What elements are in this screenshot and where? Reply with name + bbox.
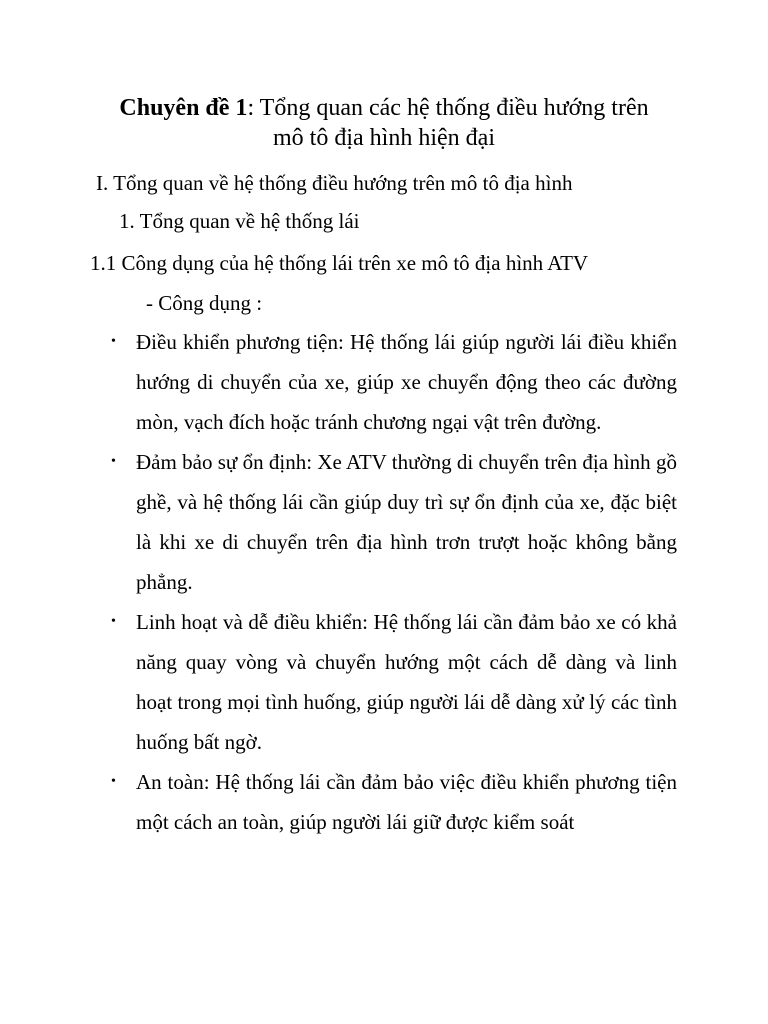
heading-subsection-1: 1. Tổng quan về hệ thống lái [119,209,360,233]
title-line2: mô tô địa hình hiện đại [273,125,495,151]
bullet-item-flexibility [111,602,677,762]
document-title [60,93,708,153]
bullet-marker: • [111,454,116,469]
bullet-text: Điều khiển phương tiện: Hệ thống lái giúp người lái điều khiển hướng di chuyển của xe, giúp xe chuyển động theo các đường mòn, vạch đích hoặc tránh chương ngại vật trên đường. [136,330,677,434]
bullet-item-safety [111,762,677,842]
heading-section-i: I. Tổng quan về hệ thống điều hướng trên mô tô địa hình [96,171,573,195]
bullet-item-steering-control [111,322,677,442]
bullet-text: An toàn: Hệ thống lái cần đảm bảo việc điều khiển phương tiện một cách an toàn, giúp người lái giữ được kiểm soát [136,770,677,834]
bullet-marker: • [111,614,116,629]
bullet-text: Đảm bảo sự ổn định: Xe ATV thường di chuyển trên địa hình gồ ghề, và hệ thống lái cần giúp duy trì sự ổn định của xe, đặc biệt là khi xe di chuyển trên địa hình trơn trượt hoặc không bằng phẳng. [136,450,677,594]
bullet-marker: • [111,334,116,349]
title-bold-part: Chuyên đề 1 [119,95,248,121]
heading-uses-label: - Công dụng : [146,291,263,315]
title-rest-line1: : Tổng quan các hệ thống điều hướng trên [247,95,649,121]
heading-subsection-1-1: 1.1 Công dụng của hệ thống lái trên xe mô tô địa hình ATV [90,251,589,275]
bullet-text: Linh hoạt và dễ điều khiển: Hệ thống lái cần đảm bảo xe có khả năng quay vòng và chuyển hướng một cách dễ dàng và linh hoạt trong mọi tình huống, giúp người lái dễ dàng xử lý các tình huống bất ngờ. [136,610,677,754]
bullet-list [0,322,768,842]
bullet-marker: • [111,774,116,789]
bullet-item-stability [111,442,677,602]
